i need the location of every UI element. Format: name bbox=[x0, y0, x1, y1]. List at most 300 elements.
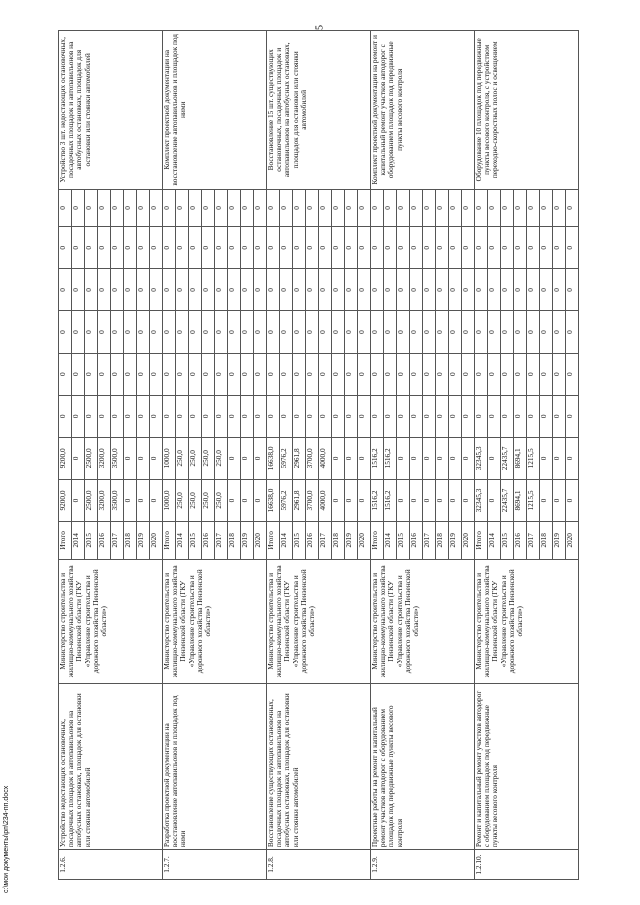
amount-zero-f: 0 bbox=[59, 189, 72, 227]
amount-zero-c: 0 bbox=[527, 311, 540, 353]
amount-zero-e: 0 bbox=[462, 227, 475, 269]
amount-zero-a: 0 bbox=[59, 395, 72, 437]
amount-total: 0 bbox=[254, 479, 267, 521]
amount-regional: 0 bbox=[254, 437, 267, 479]
amount-zero-d: 0 bbox=[553, 269, 566, 311]
amount-zero-c: 0 bbox=[163, 311, 176, 353]
amount-zero-f: 0 bbox=[540, 189, 553, 227]
amount-zero-d: 0 bbox=[293, 269, 306, 311]
year-cell: 2016 bbox=[514, 522, 527, 560]
item-organization: Министерство строительства и жилищно-коммунального хозяйства Пензенской области (ГКУ «Управление строительства и дорожного хозяйства Пензенской области») bbox=[371, 559, 475, 683]
amount-regional: 0 bbox=[345, 437, 358, 479]
amount-total: 32345,3 bbox=[475, 479, 488, 521]
table-row bbox=[475, 31, 488, 880]
year-cell: 2020 bbox=[254, 522, 267, 560]
amount-zero-f: 0 bbox=[150, 189, 163, 227]
amount-zero-a: 0 bbox=[267, 395, 280, 437]
year-cell: Итого bbox=[163, 522, 176, 560]
amount-zero-a: 0 bbox=[228, 395, 241, 437]
amount-zero-f: 0 bbox=[98, 189, 111, 227]
year-cell: 2014 bbox=[280, 522, 293, 560]
amount-zero-f: 0 bbox=[475, 189, 488, 227]
amount-zero-e: 0 bbox=[59, 227, 72, 269]
amount-zero-f: 0 bbox=[215, 189, 228, 227]
amount-total: 4000,0 bbox=[319, 479, 332, 521]
amount-regional: 0 bbox=[332, 437, 345, 479]
rotated-table-wrapper bbox=[58, 30, 578, 880]
amount-zero-c: 0 bbox=[293, 311, 306, 353]
year-cell: 2019 bbox=[345, 522, 358, 560]
amount-zero-a: 0 bbox=[488, 395, 501, 437]
amount-zero-a: 0 bbox=[553, 395, 566, 437]
amount-zero-f: 0 bbox=[228, 189, 241, 227]
amount-zero-b: 0 bbox=[475, 353, 488, 395]
amount-zero-f: 0 bbox=[111, 189, 124, 227]
amount-zero-c: 0 bbox=[150, 311, 163, 353]
amount-zero-a: 0 bbox=[527, 395, 540, 437]
amount-zero-d: 0 bbox=[527, 269, 540, 311]
year-cell: 2020 bbox=[150, 522, 163, 560]
amount-zero-e: 0 bbox=[254, 227, 267, 269]
amount-regional: 250,0 bbox=[176, 437, 189, 479]
amount-zero-c: 0 bbox=[553, 311, 566, 353]
amount-total: 1215,5 bbox=[527, 479, 540, 521]
amount-zero-b: 0 bbox=[332, 353, 345, 395]
year-cell: 2016 bbox=[98, 522, 111, 560]
item-number: 1.2.9. bbox=[371, 850, 475, 880]
item-number: 1.2.7. bbox=[163, 850, 267, 880]
amount-regional: 32345,3 bbox=[475, 437, 488, 479]
amount-zero-e: 0 bbox=[501, 227, 514, 269]
year-cell: 2018 bbox=[124, 522, 137, 560]
amount-zero-a: 0 bbox=[423, 395, 436, 437]
item-result: Комплект проектной документации на ремонт и капитальный ремонт участков автодорог с оборудованием площадок под передвижные пункты весового контроля bbox=[371, 31, 475, 190]
amount-zero-f: 0 bbox=[397, 189, 410, 227]
amount-zero-d: 0 bbox=[319, 269, 332, 311]
item-organization: Министерство строительства и жилищно-коммунального хозяйства Пензенской области (ГКУ «Управление строительства и дорожного хозяйства Пензенской области») bbox=[163, 559, 267, 683]
year-cell: 2019 bbox=[449, 522, 462, 560]
amount-total: 3200,0 bbox=[98, 479, 111, 521]
year-cell: 2018 bbox=[436, 522, 449, 560]
amount-zero-b: 0 bbox=[280, 353, 293, 395]
amount-zero-d: 0 bbox=[241, 269, 254, 311]
amount-total: 0 bbox=[566, 479, 579, 521]
amount-zero-e: 0 bbox=[98, 227, 111, 269]
amount-zero-f: 0 bbox=[163, 189, 176, 227]
amount-total: 0 bbox=[345, 479, 358, 521]
amount-total: 2500,0 bbox=[85, 479, 98, 521]
amount-zero-e: 0 bbox=[111, 227, 124, 269]
amount-zero-b: 0 bbox=[137, 353, 150, 395]
year-cell: Итого bbox=[475, 522, 488, 560]
amount-zero-c: 0 bbox=[410, 311, 423, 353]
amount-zero-c: 0 bbox=[85, 311, 98, 353]
amount-regional: 0 bbox=[436, 437, 449, 479]
amount-zero-b: 0 bbox=[462, 353, 475, 395]
amount-zero-d: 0 bbox=[306, 269, 319, 311]
year-cell: 2015 bbox=[397, 522, 410, 560]
amount-regional: 4000,0 bbox=[319, 437, 332, 479]
amount-zero-f: 0 bbox=[527, 189, 540, 227]
item-number: 1.2.8. bbox=[267, 850, 371, 880]
amount-zero-d: 0 bbox=[150, 269, 163, 311]
amount-zero-b: 0 bbox=[553, 353, 566, 395]
amount-total: 250,0 bbox=[215, 479, 228, 521]
amount-zero-b: 0 bbox=[176, 353, 189, 395]
amount-regional: 3200,0 bbox=[98, 437, 111, 479]
amount-zero-a: 0 bbox=[475, 395, 488, 437]
amount-regional: 22435,7 bbox=[501, 437, 514, 479]
amount-total: 0 bbox=[436, 479, 449, 521]
amount-zero-e: 0 bbox=[540, 227, 553, 269]
amount-zero-d: 0 bbox=[345, 269, 358, 311]
amount-zero-e: 0 bbox=[449, 227, 462, 269]
item-result: Устройство 3 шт. недостающих остановочных, посадочных площадок и автопавильонов на автобусных остановках, площадок для остановки или стоянки автомобилей bbox=[59, 31, 163, 190]
amount-zero-f: 0 bbox=[202, 189, 215, 227]
amount-zero-e: 0 bbox=[267, 227, 280, 269]
amount-zero-b: 0 bbox=[293, 353, 306, 395]
amount-total: 0 bbox=[228, 479, 241, 521]
amount-total: 3500,0 bbox=[111, 479, 124, 521]
year-cell: Итого bbox=[59, 522, 72, 560]
amount-zero-a: 0 bbox=[540, 395, 553, 437]
year-cell: 2014 bbox=[176, 522, 189, 560]
amount-zero-b: 0 bbox=[150, 353, 163, 395]
amount-regional: 0 bbox=[553, 437, 566, 479]
amount-total: 0 bbox=[124, 479, 137, 521]
year-cell: 2018 bbox=[540, 522, 553, 560]
program-table bbox=[58, 30, 579, 880]
amount-zero-e: 0 bbox=[358, 227, 371, 269]
amount-zero-c: 0 bbox=[241, 311, 254, 353]
amount-zero-b: 0 bbox=[566, 353, 579, 395]
amount-zero-c: 0 bbox=[111, 311, 124, 353]
amount-zero-e: 0 bbox=[475, 227, 488, 269]
amount-zero-f: 0 bbox=[358, 189, 371, 227]
amount-zero-d: 0 bbox=[189, 269, 202, 311]
year-cell: 2018 bbox=[332, 522, 345, 560]
amount-zero-c: 0 bbox=[475, 311, 488, 353]
table-row bbox=[267, 31, 280, 880]
amount-zero-e: 0 bbox=[306, 227, 319, 269]
amount-total: 0 bbox=[410, 479, 423, 521]
amount-zero-e: 0 bbox=[371, 227, 384, 269]
amount-regional: 2961,8 bbox=[293, 437, 306, 479]
amount-zero-c: 0 bbox=[215, 311, 228, 353]
amount-zero-f: 0 bbox=[345, 189, 358, 227]
amount-zero-a: 0 bbox=[384, 395, 397, 437]
amount-zero-b: 0 bbox=[241, 353, 254, 395]
amount-zero-c: 0 bbox=[371, 311, 384, 353]
amount-zero-b: 0 bbox=[540, 353, 553, 395]
amount-zero-d: 0 bbox=[85, 269, 98, 311]
amount-zero-b: 0 bbox=[514, 353, 527, 395]
amount-total: 2961,8 bbox=[293, 479, 306, 521]
amount-zero-a: 0 bbox=[98, 395, 111, 437]
amount-zero-a: 0 bbox=[449, 395, 462, 437]
amount-zero-d: 0 bbox=[59, 269, 72, 311]
amount-zero-f: 0 bbox=[553, 189, 566, 227]
amount-zero-d: 0 bbox=[228, 269, 241, 311]
amount-zero-c: 0 bbox=[345, 311, 358, 353]
amount-zero-f: 0 bbox=[72, 189, 85, 227]
amount-zero-e: 0 bbox=[527, 227, 540, 269]
amount-zero-a: 0 bbox=[566, 395, 579, 437]
amount-total: 0 bbox=[72, 479, 85, 521]
amount-zero-f: 0 bbox=[267, 189, 280, 227]
amount-zero-d: 0 bbox=[397, 269, 410, 311]
amount-zero-f: 0 bbox=[410, 189, 423, 227]
amount-zero-c: 0 bbox=[319, 311, 332, 353]
amount-zero-d: 0 bbox=[566, 269, 579, 311]
amount-zero-d: 0 bbox=[254, 269, 267, 311]
amount-total: 0 bbox=[358, 479, 371, 521]
amount-zero-e: 0 bbox=[423, 227, 436, 269]
amount-zero-c: 0 bbox=[202, 311, 215, 353]
amount-zero-f: 0 bbox=[462, 189, 475, 227]
amount-zero-b: 0 bbox=[59, 353, 72, 395]
amount-total: 250,0 bbox=[189, 479, 202, 521]
amount-zero-f: 0 bbox=[371, 189, 384, 227]
amount-zero-c: 0 bbox=[501, 311, 514, 353]
year-cell: 2019 bbox=[137, 522, 150, 560]
amount-zero-f: 0 bbox=[319, 189, 332, 227]
amount-zero-f: 0 bbox=[137, 189, 150, 227]
amount-zero-b: 0 bbox=[449, 353, 462, 395]
amount-zero-d: 0 bbox=[111, 269, 124, 311]
amount-zero-c: 0 bbox=[306, 311, 319, 353]
amount-zero-f: 0 bbox=[423, 189, 436, 227]
amount-regional: 0 bbox=[423, 437, 436, 479]
amount-zero-d: 0 bbox=[163, 269, 176, 311]
year-cell: 2020 bbox=[566, 522, 579, 560]
amount-regional: 0 bbox=[462, 437, 475, 479]
page-number: 5 bbox=[314, 25, 326, 30]
amount-zero-e: 0 bbox=[514, 227, 527, 269]
amount-zero-a: 0 bbox=[85, 395, 98, 437]
table-row bbox=[59, 31, 72, 880]
amount-zero-c: 0 bbox=[137, 311, 150, 353]
year-cell: 2020 bbox=[462, 522, 475, 560]
amount-regional: 0 bbox=[137, 437, 150, 479]
amount-zero-a: 0 bbox=[176, 395, 189, 437]
amount-zero-d: 0 bbox=[124, 269, 137, 311]
amount-zero-b: 0 bbox=[488, 353, 501, 395]
amount-zero-d: 0 bbox=[488, 269, 501, 311]
amount-zero-f: 0 bbox=[514, 189, 527, 227]
amount-total: 0 bbox=[150, 479, 163, 521]
amount-total: 0 bbox=[553, 479, 566, 521]
year-cell: 2015 bbox=[501, 522, 514, 560]
amount-zero-a: 0 bbox=[293, 395, 306, 437]
amount-zero-e: 0 bbox=[241, 227, 254, 269]
amount-zero-e: 0 bbox=[488, 227, 501, 269]
amount-zero-e: 0 bbox=[332, 227, 345, 269]
table-row bbox=[371, 31, 384, 880]
amount-total: 250,0 bbox=[202, 479, 215, 521]
amount-zero-c: 0 bbox=[59, 311, 72, 353]
amount-zero-b: 0 bbox=[423, 353, 436, 395]
amount-regional: 0 bbox=[72, 437, 85, 479]
amount-total: 5976,2 bbox=[280, 479, 293, 521]
amount-zero-f: 0 bbox=[384, 189, 397, 227]
amount-regional: 0 bbox=[241, 437, 254, 479]
year-cell: 2014 bbox=[384, 522, 397, 560]
amount-zero-d: 0 bbox=[449, 269, 462, 311]
amount-zero-d: 0 bbox=[98, 269, 111, 311]
amount-zero-a: 0 bbox=[306, 395, 319, 437]
year-cell: 2019 bbox=[241, 522, 254, 560]
amount-total: 1516,2 bbox=[371, 479, 384, 521]
amount-total: 0 bbox=[423, 479, 436, 521]
year-cell: 2017 bbox=[319, 522, 332, 560]
amount-zero-c: 0 bbox=[423, 311, 436, 353]
amount-zero-c: 0 bbox=[397, 311, 410, 353]
amount-zero-f: 0 bbox=[124, 189, 137, 227]
item-name: Разработка проектной документации на восстановление автопавильонов и площадок под ними bbox=[163, 683, 267, 849]
amount-regional: 8694,1 bbox=[514, 437, 527, 479]
amount-zero-c: 0 bbox=[514, 311, 527, 353]
amount-zero-a: 0 bbox=[254, 395, 267, 437]
amount-zero-d: 0 bbox=[332, 269, 345, 311]
amount-zero-c: 0 bbox=[98, 311, 111, 353]
amount-zero-c: 0 bbox=[540, 311, 553, 353]
amount-zero-c: 0 bbox=[254, 311, 267, 353]
amount-zero-e: 0 bbox=[566, 227, 579, 269]
year-cell: 2016 bbox=[202, 522, 215, 560]
amount-zero-f: 0 bbox=[280, 189, 293, 227]
item-result: Оборудование 10 площадок под передвижные пункты весового контроля, с устройством переходно-скоростных полос и освещением bbox=[475, 31, 579, 190]
amount-zero-d: 0 bbox=[202, 269, 215, 311]
amount-regional: 1516,2 bbox=[371, 437, 384, 479]
amount-regional: 3700,0 bbox=[306, 437, 319, 479]
amount-zero-e: 0 bbox=[553, 227, 566, 269]
amount-zero-a: 0 bbox=[397, 395, 410, 437]
amount-zero-d: 0 bbox=[137, 269, 150, 311]
amount-zero-c: 0 bbox=[189, 311, 202, 353]
amount-zero-e: 0 bbox=[72, 227, 85, 269]
amount-zero-a: 0 bbox=[124, 395, 137, 437]
amount-total: 0 bbox=[540, 479, 553, 521]
year-cell: 2015 bbox=[293, 522, 306, 560]
year-cell: 2015 bbox=[85, 522, 98, 560]
amount-zero-c: 0 bbox=[566, 311, 579, 353]
amount-zero-c: 0 bbox=[280, 311, 293, 353]
amount-regional: 0 bbox=[397, 437, 410, 479]
amount-zero-a: 0 bbox=[514, 395, 527, 437]
year-cell: 2016 bbox=[306, 522, 319, 560]
amount-zero-f: 0 bbox=[176, 189, 189, 227]
amount-zero-b: 0 bbox=[228, 353, 241, 395]
amount-regional: 0 bbox=[566, 437, 579, 479]
amount-total: 1516,2 bbox=[384, 479, 397, 521]
amount-zero-a: 0 bbox=[280, 395, 293, 437]
amount-zero-e: 0 bbox=[202, 227, 215, 269]
item-name: Проектные работы на ремонт и капитальный ремонт участков автодорог с оборудованием площадок под передвижные пункты весового контроля bbox=[371, 683, 475, 849]
year-cell: 2017 bbox=[527, 522, 540, 560]
amount-total: 0 bbox=[397, 479, 410, 521]
amount-zero-e: 0 bbox=[319, 227, 332, 269]
amount-zero-a: 0 bbox=[371, 395, 384, 437]
amount-zero-b: 0 bbox=[501, 353, 514, 395]
amount-zero-b: 0 bbox=[436, 353, 449, 395]
amount-zero-b: 0 bbox=[72, 353, 85, 395]
amount-zero-a: 0 bbox=[189, 395, 202, 437]
amount-zero-e: 0 bbox=[280, 227, 293, 269]
year-cell: Итого bbox=[371, 522, 384, 560]
amount-zero-d: 0 bbox=[501, 269, 514, 311]
amount-zero-b: 0 bbox=[85, 353, 98, 395]
amount-regional: 2500,0 bbox=[85, 437, 98, 479]
amount-zero-b: 0 bbox=[527, 353, 540, 395]
item-name: Восстановление существующих остановочных, посадочных площадок и автопавильонов на автобусных остановках, площадок для остановки или стоянки автомобилей bbox=[267, 683, 371, 849]
year-cell: 2017 bbox=[111, 522, 124, 560]
amount-zero-b: 0 bbox=[345, 353, 358, 395]
amount-regional: 1516,2 bbox=[384, 437, 397, 479]
amount-zero-b: 0 bbox=[371, 353, 384, 395]
amount-zero-b: 0 bbox=[358, 353, 371, 395]
amount-zero-a: 0 bbox=[111, 395, 124, 437]
amount-zero-f: 0 bbox=[306, 189, 319, 227]
amount-regional: 0 bbox=[124, 437, 137, 479]
amount-total: 0 bbox=[137, 479, 150, 521]
amount-regional: 0 bbox=[228, 437, 241, 479]
amount-zero-c: 0 bbox=[358, 311, 371, 353]
year-cell: 2014 bbox=[488, 522, 501, 560]
amount-zero-b: 0 bbox=[202, 353, 215, 395]
amount-zero-c: 0 bbox=[176, 311, 189, 353]
amount-regional: 0 bbox=[410, 437, 423, 479]
amount-zero-e: 0 bbox=[137, 227, 150, 269]
amount-zero-f: 0 bbox=[85, 189, 98, 227]
amount-zero-e: 0 bbox=[384, 227, 397, 269]
item-result: Восстановление 15 шт. существующих остановочных, посадочных площадок и автопавильонов на автобусных остановках, площадок для остановки или стоянки автомобилей bbox=[267, 31, 371, 190]
amount-zero-f: 0 bbox=[449, 189, 462, 227]
amount-zero-d: 0 bbox=[358, 269, 371, 311]
amount-total: 8694,1 bbox=[514, 479, 527, 521]
amount-zero-b: 0 bbox=[254, 353, 267, 395]
amount-zero-d: 0 bbox=[475, 269, 488, 311]
year-cell: 2015 bbox=[189, 522, 202, 560]
amount-zero-a: 0 bbox=[436, 395, 449, 437]
amount-zero-a: 0 bbox=[410, 395, 423, 437]
amount-zero-f: 0 bbox=[254, 189, 267, 227]
amount-zero-b: 0 bbox=[267, 353, 280, 395]
item-name: Ремонт и капитальный ремонт участков автодорог с оборудованием площадок под передвижные пункты весового контроля bbox=[475, 683, 579, 849]
amount-zero-c: 0 bbox=[124, 311, 137, 353]
amount-zero-e: 0 bbox=[163, 227, 176, 269]
amount-regional: 250,0 bbox=[202, 437, 215, 479]
amount-zero-f: 0 bbox=[488, 189, 501, 227]
amount-zero-d: 0 bbox=[371, 269, 384, 311]
amount-zero-a: 0 bbox=[358, 395, 371, 437]
amount-total: 22435,7 bbox=[501, 479, 514, 521]
year-cell: 2017 bbox=[215, 522, 228, 560]
amount-zero-b: 0 bbox=[215, 353, 228, 395]
amount-zero-e: 0 bbox=[150, 227, 163, 269]
amount-zero-c: 0 bbox=[462, 311, 475, 353]
amount-regional: 0 bbox=[449, 437, 462, 479]
year-cell: 2018 bbox=[228, 522, 241, 560]
year-cell: Итого bbox=[267, 522, 280, 560]
footer-file-path: c:\мои документы\рп\234-пп.docx bbox=[3, 785, 10, 893]
amount-regional: 0 bbox=[540, 437, 553, 479]
amount-zero-a: 0 bbox=[202, 395, 215, 437]
amount-regional: 9200,0 bbox=[59, 437, 72, 479]
amount-total: 0 bbox=[449, 479, 462, 521]
year-cell: 2020 bbox=[358, 522, 371, 560]
amount-zero-e: 0 bbox=[410, 227, 423, 269]
